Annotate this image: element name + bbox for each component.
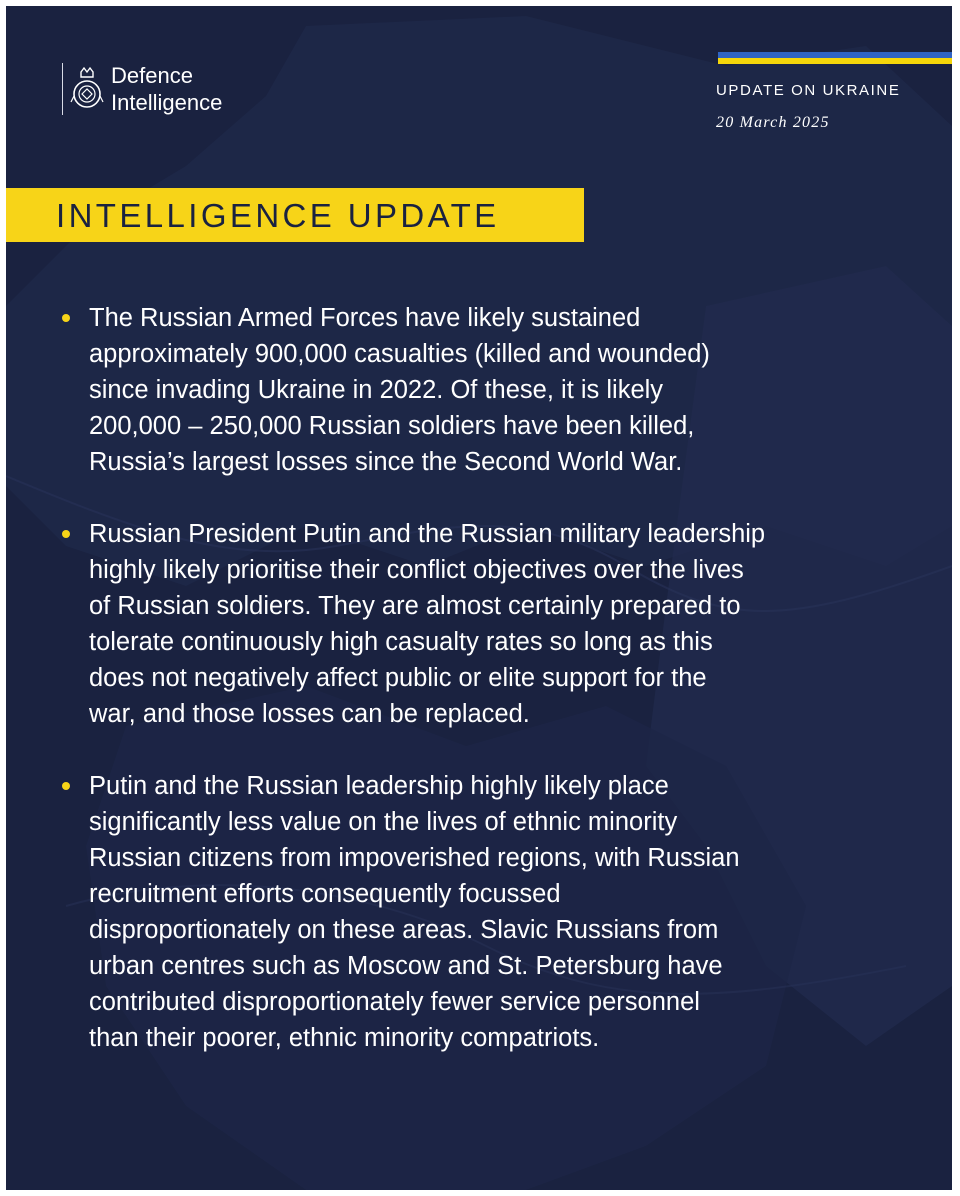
bullet-text: [89, 516, 892, 732]
update-date: 20 March 2025: [716, 114, 830, 131]
bullet-line: approximately 900,000 casualties (killed and wounded): [89, 340, 710, 368]
bullet-line: highly likely prioritise their conflict objectives over the lives: [89, 556, 744, 584]
intelligence-update-card: [6, 6, 952, 1190]
logo-wordmark: [111, 62, 222, 116]
royal-crest-icon: [69, 66, 105, 112]
bullet-list: [62, 300, 892, 1092]
logo-line-defence: Defence: [111, 63, 193, 88]
update-on-label: UPDATE ON UKRAINE: [716, 82, 901, 99]
bullet-text: [89, 300, 892, 480]
bullet-line: than their poorer, ethnic minority compatriots.: [89, 1024, 600, 1052]
bullet-line: of Russian soldiers. They are almost certainly prepared to: [89, 592, 741, 620]
bullet-item: [62, 516, 892, 732]
bullet-line: Russian President Putin and the Russian military leadership: [89, 520, 766, 548]
logo-line-intelligence: Intelligence: [111, 90, 223, 115]
defence-intelligence-logo: [62, 62, 222, 116]
banner-title: INTELLIGENCE UPDATE: [56, 197, 500, 234]
bullet-line: Russian citizens from impoverished regions, with Russian: [89, 844, 740, 872]
intelligence-update-banner: [6, 188, 584, 242]
bullet-text: [89, 768, 892, 1056]
bullet-line: The Russian Armed Forces have likely sustained: [89, 304, 641, 332]
bullet-line: recruitment efforts consequently focussed: [89, 880, 561, 908]
bullet-line: war, and those losses can be replaced.: [89, 700, 530, 728]
bullet-dot: [62, 782, 70, 790]
bullet-line: does not negatively affect public or elite support for the: [89, 664, 707, 692]
bullet-item: [62, 300, 892, 480]
bullet-line: Putin and the Russian leadership highly likely place: [89, 772, 669, 800]
bullet-line: Russia’s largest losses since the Second World War.: [89, 448, 683, 476]
logo-divider: [62, 63, 63, 115]
bullet-line: contributed disproportionately fewer service personnel: [89, 988, 700, 1016]
bullet-line: tolerate continuously high casualty rates so long as this: [89, 628, 713, 656]
bullet-dot: [62, 314, 70, 322]
ukraine-flag-stripe: [718, 52, 952, 64]
bullet-dot: [62, 530, 70, 538]
bullet-line: since invading Ukraine in 2022. Of these, it is likely: [89, 376, 664, 404]
flag-yellow-stripe: [718, 58, 952, 64]
bullet-line: 200,000 – 250,000 Russian soldiers have been killed,: [89, 412, 695, 440]
bullet-line: urban centres such as Moscow and St. Petersburg have: [89, 952, 723, 980]
bullet-line: disproportionately on these areas. Slavic Russians from: [89, 916, 719, 944]
bullet-line: significantly less value on the lives of ethnic minority: [89, 808, 678, 836]
bullet-item: [62, 768, 892, 1056]
